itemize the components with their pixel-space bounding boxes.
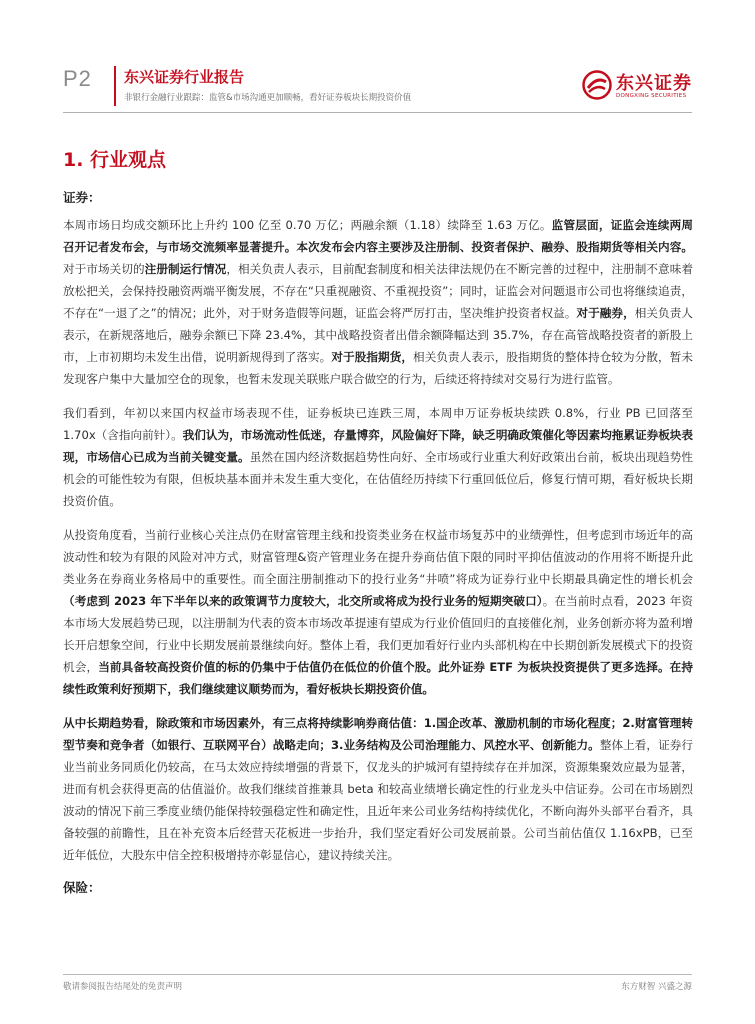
emphasis-run: 当前具备较高投资价值的标的仍集中于估值仍在低位的价值个股。此外证券 ETF 为板块投资提供了更多选择。在持续性政策利好预期下，我们继续建议顺势而为，看好板块长期投资价值。 — [63, 660, 693, 696]
footer-disclaimer: 敬请参阅报告结尾处的免责声明 — [63, 982, 183, 992]
report-body — [63, 188, 693, 896]
text-run: 从投资角度看，当前行业核心关注点仍在财富管理主线和投资类业务在权益市场复苏中的业绩弹性，但考虑到市场近年的高波动性和较为有限的风险对冲方式，财富管理&资产管理业务在提升券商估值下限的同时平抑估值波动的作用将不断提升此类业务在券商业务格局中的重要性。而全面注册制推动下的投行业务“井喷”将成为证券行业中长期最具确定性的增长机会 — [63, 528, 693, 586]
report-subtitle: 非银行金融行业跟踪：监管&市场沟通更加顺畅，看好证券板块长期投资价值 — [124, 93, 412, 103]
insurance-label: 保险： — [63, 880, 101, 895]
footer-slogan: 东方财智 兴盛之源 — [621, 982, 692, 992]
text-run: 对于市场关切的 — [63, 262, 145, 276]
text-run: 相关负责人表示，股指期货的整体持仓较为分散，暂未发现客户集中大量加空仓的现象，也暂未发现关联账户联合做空的行为，后续还将持续对交易行为进行监管。 — [63, 350, 693, 386]
text-run: 。在当前时点看，2023 年资本市场大发展趋势已现，以注册制为代表的资本市场改革提速有望成为行业价值回归的直接催化剂，业务创新亦将为盈利增长开启想象空间，行业中长期发展前景继续向好。整体上看，我们更加看好行业内头部机构在中长期创新发展模式下的投资机会， — [63, 594, 693, 674]
paragraph-market-regulation — [63, 214, 693, 390]
emphasis-run: 监管层面，证监会连续两周召开记者发布会，与市场交流频率显著提升。本次发布会内容主要涉及注册制、投资者保护、融券、股指期货等相关内容。 — [63, 218, 693, 254]
company-logo — [582, 66, 692, 104]
emphasis-run: 注册制运行情况 — [144, 262, 227, 276]
page-number: P2 — [63, 66, 92, 91]
section-heading: 1. 行业观点 — [63, 149, 167, 171]
logo-text: 东兴证券 — [616, 73, 692, 94]
text-run: 本周市场日均成交额环比上升约 100 亿至 0.70 万亿；两融余额（1.18）续降至 1.63 万亿。 — [63, 218, 552, 232]
header-divider — [114, 66, 116, 106]
logo-emblem-icon — [582, 70, 612, 100]
text-run: 虽然在国内经济数据趋势性向好、全市场或行业重大利好政策出台前，板块出现趋势性机会的可能性较为有限，但板块基本面并未发生重大变化，在估值经历持续下行重回低位后，修复行情可期，看好板块长期投资价值。 — [63, 450, 693, 508]
emphasis-run: 对于融券， — [576, 306, 635, 320]
paragraph-sector-performance — [63, 402, 693, 512]
report-title: 东兴证券行业报告 — [124, 68, 245, 86]
text-run: ，相关负责人表示，目前配套制度和相关法律法规仍在不断完善的过程中，注册制不意味着放松把关，会保持投融资两端平衡发展，不存在“只重视融资、不重视投资”；同时，证监会对问题退市公司也将继续追责，不存在“一退了之”的情况；此外，对于财务造假等问题，证监会将严厉打击，坚决维护投资者权益。 — [63, 262, 693, 320]
text-run: 相关负责人表示，在新规落地后，融券余额已下降 23.4%，其中战略投资者出借余额降幅达到 35.7%，存在高管战略投资者的新股上市，上市初期均未发生出借，说明新规得到了落实。 — [63, 306, 693, 364]
paragraph-investment-view — [63, 524, 693, 700]
footer-rule — [63, 974, 692, 975]
logo-subtext: DONGXING SECURITIES — [616, 93, 687, 99]
securities-label: 证券： — [63, 190, 101, 205]
emphasis-run: 对于股指期货， — [331, 350, 414, 364]
emphasis-run: （考虑到 2023 年下半年以来的政策调节力度较大，北交所或将成为投行业务的短期突破口） — [63, 594, 543, 608]
emphasis-run: 从中长期趋势看，除政策和市场因素外，有三点将持续影响券商估值：1.国企改革、激励机制的市场化程度；2.财富管理转型节奏和竞争者（如银行、互联网平台）战略走向；3.业务结构及公司治理能力、风控水平、创新能力。 — [63, 716, 693, 752]
header-rule — [63, 112, 692, 113]
text-run: 整体上看，证券行业当前业务同质化仍较高，在马太效应持续增强的背景下，仅龙头的护城河有望持续存在并加深，资源集聚效应最为显著，进而有机会获得更高的估值溢价。故我们继续首推兼具 beta 和较高业绩增长确定性的行业龙头中信证券。公司在市场剧烈波动的情况下前三季度业绩仍能保持较强稳定性和确定性，且近年来公司业务结构持续优化，不断向海外头部平台看齐，具备较强的前瞻性，且在补充资本后经营天花板进一步抬升，我们坚定看好公司发展前景。公司当前估值仅 1.16xPB，已至近年低位，大股东中信全控积极增持亦彰显信心，建议持续关注。 — [63, 738, 693, 862]
emphasis-run: 我们认为，市场流动性低迷，存量博弈，风险偏好下降，缺乏明确政策催化等因素均拖累证券板块表现，市场信心已成为当前关键变量。 — [63, 428, 693, 464]
paragraph-long-term-trend — [63, 712, 693, 866]
text-run: 我们看到，年初以来国内权益市场表现不佳，证券板块已连跌三周，本周申万证券板块续跌 0.8%，行业 PB 已回落至 1.70x（含指向前针）。 — [63, 406, 693, 442]
